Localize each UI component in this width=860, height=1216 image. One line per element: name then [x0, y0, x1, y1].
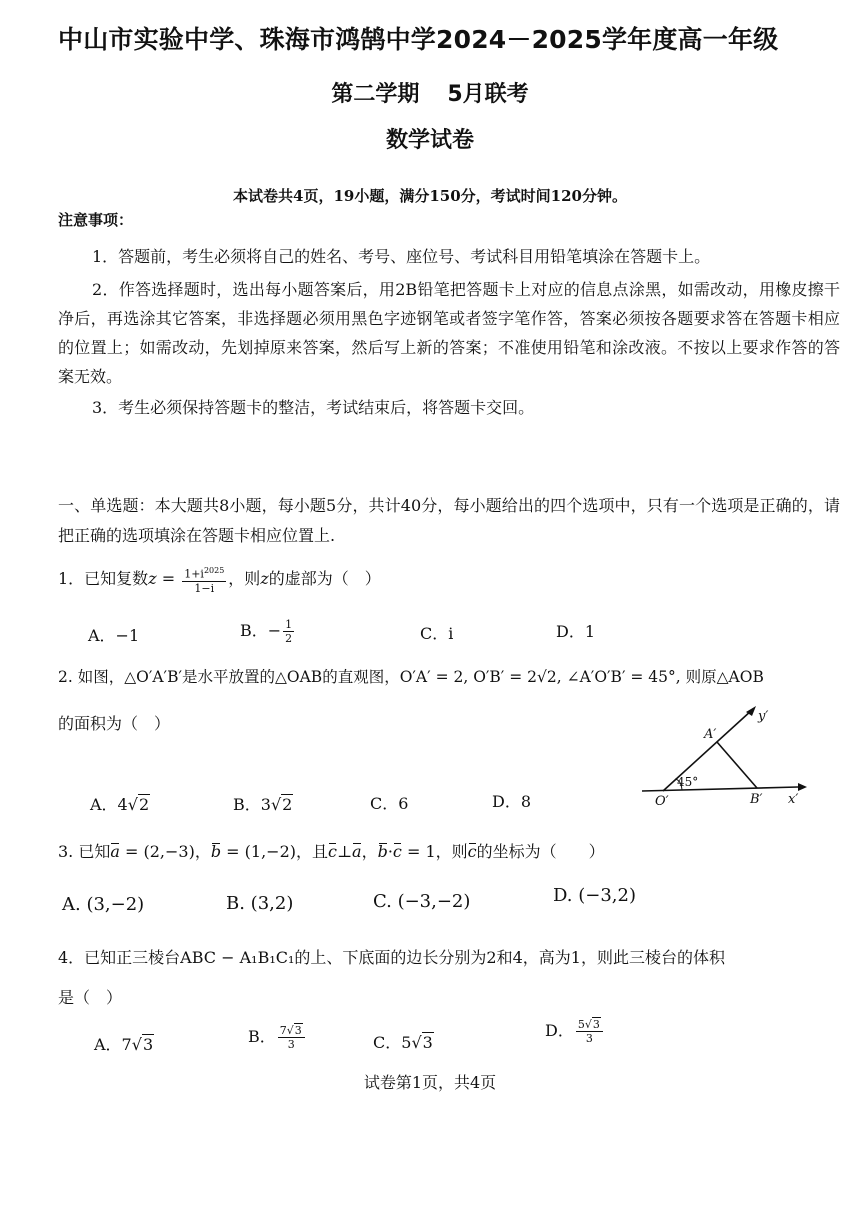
point-b-label: B′ [750, 792, 763, 807]
q2-figure [640, 700, 810, 810]
point-o-label: O′ [655, 794, 669, 809]
q2-option-d: D．8 [492, 792, 532, 811]
q1-option-b: B．− $\frac{1}{2}$ [240, 618, 293, 645]
exam-subtitle [0, 77, 860, 108]
x-axis-label: x′ [788, 792, 799, 807]
page-footer: 试卷第1页，共4页 [363, 1073, 497, 1092]
question-2: 2. 如图，△O′A′B′是水平放置的△OAB的直观图，O′A′ = 2, O′B′ = 2√2, ∠A′O′B′ = 45°, 则原△AOB [58, 668, 764, 686]
q2-option-a: A．4√2 [90, 795, 150, 814]
q4-option-c: C．5√3 [373, 1033, 433, 1052]
notice-item-3: 3．考生必须保持答题卡的整洁，考试结束后，将答题卡交回。 [92, 398, 535, 417]
question-4: 4．已知正三棱台ABC − A₁B₁C₁的上、下底面的边长分别为2和4，高为1，则此三棱台的体积 [58, 948, 725, 967]
q2-option-c: C．6 [370, 794, 409, 813]
q4-option-b: B． $\frac{7√3}{3}$ [248, 1024, 307, 1051]
question-4-cont: 是（ ） [58, 988, 123, 1007]
exam-month-label: 5月联考 [447, 82, 529, 107]
y-axis-label: y′ [758, 709, 769, 724]
segment-a-b [717, 742, 757, 788]
q3-option-b: B. (3,2) [226, 893, 294, 914]
q4-option-d: D． $\frac{5√3}{3}$ [545, 1018, 605, 1045]
point-a-label: A′ [704, 727, 717, 742]
question-3: 3. 已知a = (2,−3)，b = (1,−2)，且c⊥a，b·c = 1，则c的坐标为（ ） [58, 842, 605, 861]
q3-option-d: D. (−3,2) [553, 885, 636, 906]
x-axis-arrow-icon [798, 783, 807, 791]
q1-option-a: A．−1 [88, 626, 140, 645]
q1-option-c: C．i [420, 624, 454, 643]
q1-fraction: $\frac{1+i^{2025}}{1-i}$ [184, 566, 225, 595]
angle-label: 45° [677, 775, 699, 789]
question-2-cont: 的面积为（ ） [58, 714, 171, 733]
notice-title: 注意事项： [58, 211, 134, 229]
question-1: 1．已知复数z = $\frac{1+i^{2025}}{1-i}$ ，则z的虚部为（ ） [58, 566, 381, 595]
section-heading: 一、单选题：本大题共8小题，每小题5分，共计40分，每小题给出的四个选项中，只有一个选项是正确的，请把正确的选项填涂在答题卡相应位置上. [58, 496, 840, 545]
q1-option-d: D．1 [556, 622, 596, 641]
exam-title: 中山市实验中学、珠海市鸿鹄中学2024－2025学年度高一年级 [58, 25, 779, 54]
subject-title: 数学试卷 [385, 128, 474, 153]
q4-option-a: A．7√3 [94, 1035, 154, 1054]
exam-info: 本试卷共4页，19小题，满分150分，考试时间120分钟。 [233, 187, 627, 205]
q2-option-b: B．3√2 [233, 795, 293, 814]
q3-option-a: A. (3,−2) [62, 894, 145, 915]
notice-item-2: 2．作答选择题时，选出每小题答案后，用2B铅笔把答题卡上对应的信息点涂黑，如需改动，用橡皮擦干净后，再选涂其它答案，非选择题必须用黑色字迹钢笔或者签字笔作答，答案必须按各题要求答在答题卡相应的位置上；如需改动，先划掉原来答案，然后写上新的答案；不准使用铅笔和涂改液。不按以上要求作答的答案无效。 [58, 280, 840, 386]
semester-label: 第二学期 [331, 82, 420, 107]
notice-item-1: 1．答题前，考生必须将自己的姓名、考号、座位号、考试科目用铅笔填涂在答题卡上。 [92, 247, 711, 266]
q3-option-c: C. (−3,−2) [373, 891, 471, 912]
